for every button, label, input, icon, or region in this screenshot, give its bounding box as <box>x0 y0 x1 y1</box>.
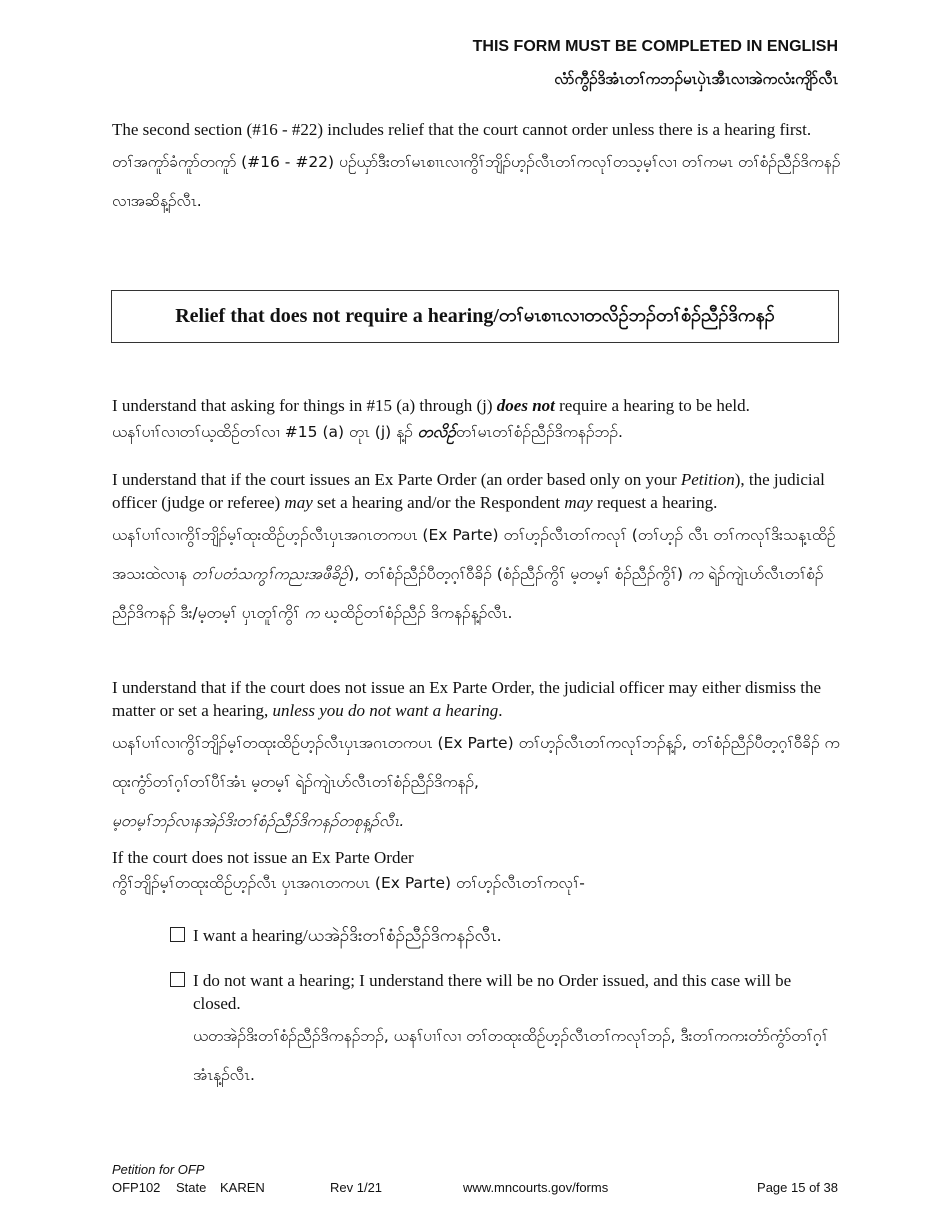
para1-en: I understand that asking for things in #15 (a) through (j) does not require a hearing to be held. <box>112 396 750 415</box>
paragraph-ex-parte-not-issued <box>112 676 842 841</box>
footer-form-title: Petition for OFP <box>112 1162 205 1177</box>
paragraph-options-intro <box>112 846 842 901</box>
no-hearing-label-kr: ယတအဲၣ်ဒိးတၢ်စံၣ်ညီၣ်ဒိကနၣ်ဘၣ်, ယနၢ်ပၢၢ်လၢ တၢ်တထုးထိဉ်ဟ့ၣ်လီၤတၢ်ကလုၢ်ဘၣ်, ဒီးတၢ်ကကးတံာ်ကွံာ်တၢ်ဂ့ၢ်အံၤန့ၣ်လီၤ. <box>193 1027 829 1084</box>
no-hearing-label-en: I do not want a hearing; I understand there will be no Order issued, and this case will be closed. <box>193 971 792 1013</box>
option-want-hearing[interactable] <box>170 924 840 947</box>
section-title-box <box>111 290 839 343</box>
para4-en: If the court does not issue an Ex Parte Order <box>112 848 414 867</box>
footer-page-number: Page 15 of 38 <box>757 1180 838 1195</box>
para4-kr: ကွိၢ်ဘျိၣ်မ့ၢ်တထုးထိဉ်ဟ့ၣ်လီၤ ပှၤအဂၤတကပၤ (Ex Parte) တၢ်ဟ့ၣ်လီၤတၢ်ကလုၢ်- <box>112 874 585 892</box>
karen-requirement-header: လံာ်ကွီၣ်ဒိအံၤတၢ်ကဘၣ်မၤပှဲၤအီၤလၢအဲကလံးကျိာ်လီၤ <box>554 71 838 88</box>
paragraph-hearing-not-required <box>112 394 842 450</box>
paragraph-ex-parte-issued <box>112 468 842 633</box>
section-title-kr: တၢ်မၤစၢၤလၢတလိဉ်ဘၣ်တၢ်စံၣ်ညီၣ်ဒိကနၣ် <box>498 305 775 326</box>
no-hearing-checkbox[interactable] <box>170 972 185 987</box>
footer-website: www.mncourts.gov/forms <box>463 1180 609 1195</box>
want-hearing-checkbox[interactable] <box>170 927 185 942</box>
para3-kr: ယနၢ်ပၢၢ်လၢကွိၢ်ဘျိၣ်မ့ၢ်တထုးထိဉ်ဟ့ၣ်လီၤပှၤအဂၤတကပၤ (Ex Parte) တၢ်ဟ့ၣ်လီၤတၢ်ကလုၢ်ဘၣ်န့ၣ်, တၢ်စံၣ်ညီၣ်ပီတ့ဂ့ၢ်ဝီခိၣ် ကထုးကွံာ်တၢ်ဂ့ၢ်တၢ်ပီၢ်အံၤ မ့တမ့ၢ် ရဲၣ်ကျဲၤဟ်လီၤတၢ်စံၣ်ညီၣ်ဒိကနၣ်, မ့တမ့ၢ်ဘၣ်လၢနအဲၣ်ဒိးတၢ်စံၣ်ညီၣ်ဒိကနၣ်တစုန့ၣ်လီၤ. <box>112 734 840 830</box>
footer-revision: Rev 1/21 <box>330 1180 383 1195</box>
para2-en: I understand that if the court issues an Ex Parte Order (an order based only on your Petition), the judicial officer (judge or referee) may set a hearing and/or the Respondent may request a hearing. <box>112 470 825 512</box>
section-title-en: Relief that does not require a hearing/ <box>175 305 499 327</box>
option-no-hearing[interactable] <box>170 969 840 1095</box>
para3-en: I understand that if the court does not issue an Ex Parte Order, the judicial officer may either dismiss the matter or set a hearing, unless you do not want a hearing. <box>112 678 822 720</box>
intro-kr: တၢ်အကူာ်ခံကူာ်တကူာ် (#16 - #22) ပဉ်ယှာ်ဒီးတၢ်မၤစၢၤလၢကွိၢ်ဘျိၣ်ဟ့ၣ်လီၤတၢ်ကလုၢ်တသ့မ့ၢ်လၢ တၢ်ကမၤ တၢ်စံၣ်ညီၣ်ဒိကနၣ်လၢအဆိန့ၣ်လီၤ. <box>112 153 841 210</box>
intro-en: The second section (#16 - #22) includes relief that the court cannot order unless there is a hearing first. <box>112 120 812 139</box>
want-hearing-label: I want a hearing/ယအဲၣ်ဒိးတၢ်စံၣ်ညီၣ်ဒိကနၣ်လီၤ. <box>193 926 502 945</box>
footer-state: State <box>176 1180 207 1195</box>
footer-language: KAREN <box>220 1180 265 1195</box>
english-requirement-header: THIS FORM MUST BE COMPLETED IN ENGLISH <box>472 38 838 55</box>
para2-kr: ယနၢ်ပၢၢ်လၢကွိၢ်ဘျိၣ်မ့ၢ်ထုးထိဉ်ဟ့ၣ်လီၤပှၤအဂၤတကပၤ (Ex Parte) တၢ်ဟ့ၣ်လီၤတၢ်ကလုၢ် (တၢ်ဟ့ၣ် လီၤ တၢ်ကလုၢ်ဒိးသန့ၤထိဉ်အသးထဲလၢန တၢ်ပတံသကွၢ်ကညးအဖီခိဉ်), တၢ်စံၣ်ညီၣ်ပီတ့ဂ့ၢ်ဝီခိၣ် (စံၣ်ညီၣ်ကွိၢ် မ့တမ့ၢ် စံၣ်ညီၣ်ကွိၢ်) က ရဲၣ်ကျဲၤဟ်လီၤတၢ်စံၣ်ညီၣ်ဒိကနၣ် ဒီး/မ့တမ့ၢ် ပှၤတူၢ်ကွိၢ် က ဃ့ထိဉ်တၢ်စံၣ်ညီၣ် ဒိကနၣ်န့ၣ်လီၤ. <box>112 526 836 622</box>
footer-form-code: OFP102 <box>112 1180 161 1195</box>
intro-paragraph <box>112 118 842 221</box>
para1-kr: ယနၢ်ပၢၢ်လၢတၢ်ယ့ထိဉ်တၢ်လၢ #15 (a) တုၤ (j) န့ၣ် တလိဉ်တၢ်မၤတၢ်စံၣ်ညီၣ်ဒိကနၣ်ဘၣ်. <box>112 423 623 441</box>
